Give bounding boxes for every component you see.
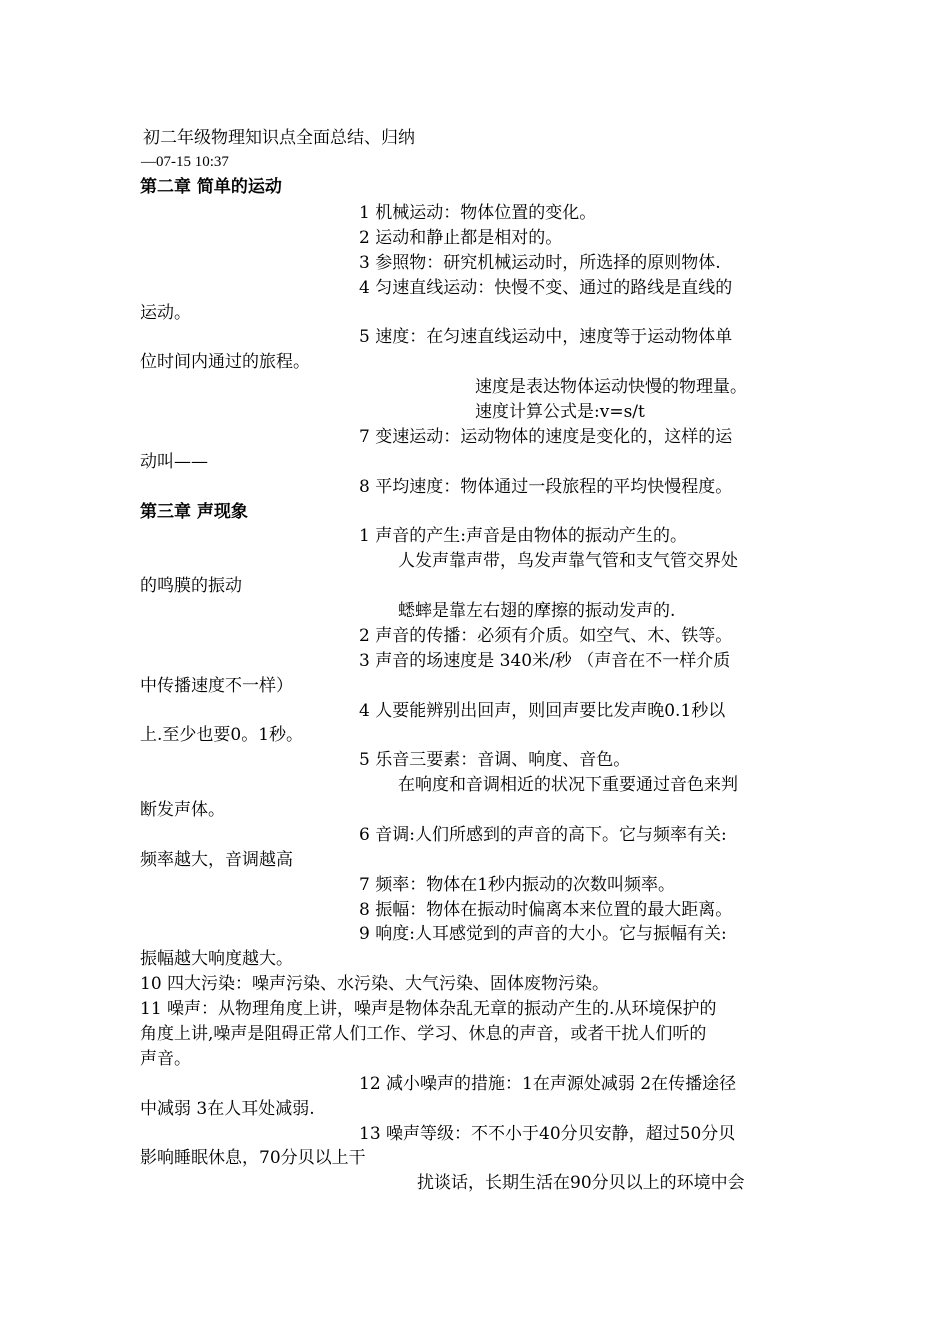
- paragraph-line: 中传播速度不一样）: [140, 676, 293, 696]
- paragraph-line: 频率越大，音调越高: [140, 850, 293, 870]
- paragraph-line: 3 参照物：研究机械运动时，所选择的原则物体.: [359, 253, 721, 273]
- paragraph-line: 4 人要能辨别出回声，则回声要比发声晚0.1秒以: [359, 701, 726, 721]
- paragraph-line: 2 运动和静止都是相对的。: [359, 228, 563, 248]
- paragraph-line: 10 四大污染：噪声污染、水污染、大气污染、固体废物污染。: [140, 974, 610, 994]
- paragraph-line: 12 减小噪声的措施：1在声源处减弱 2在传播途径: [359, 1074, 737, 1094]
- paragraph-line: 影响睡眠休息，70分贝以上干: [140, 1148, 366, 1168]
- paragraph-line: 11 噪声：从物理角度上讲，噪声是物体杂乱无章的振动产生的.从环境保护的: [140, 999, 717, 1019]
- paragraph-line: 角度上讲,噪声是阻碍正常人们工作、学习、休息的声音，或者干扰人们听的: [140, 1024, 707, 1044]
- paragraph-line: 8 振幅：物体在振动时偏离本来位置的最大距离。: [359, 900, 733, 920]
- paragraph-line: 的鸣膜的振动: [140, 576, 242, 596]
- paragraph-line: 7 变速运动：运动物体的速度是变化的，这样的运: [359, 427, 733, 447]
- paragraph-line: 13 噪声等级：不不小于40分贝安静，超过50分贝: [359, 1124, 736, 1144]
- document-title: 初二年级物理知识点全面总结、归纳: [143, 128, 415, 148]
- paragraph-line: 9 响度:人耳感觉到的声音的大小。它与振幅有关:: [359, 924, 727, 944]
- paragraph-line: 速度是表达物体运动快慢的物理量。: [475, 377, 747, 397]
- paragraph-line: 声音。: [140, 1049, 191, 1069]
- paragraph-line: 2 声音的传播：必须有介质。如空气、木、铁等。: [359, 626, 733, 646]
- paragraph-line: 动叫——: [140, 452, 208, 472]
- paragraph-line: 断发声体。: [140, 800, 225, 820]
- paragraph-line: 运动。: [140, 303, 191, 323]
- paragraph-line: 1 机械运动：物体位置的变化。: [359, 203, 597, 223]
- paragraph-line: 7 频率：物体在1秒内振动的次数叫频率。: [359, 875, 676, 895]
- paragraph-line: 速度计算公式是:v=s/t: [475, 402, 645, 422]
- paragraph-line: 3 声音的场速度是 340米/秒 （声音在不一样介质: [359, 651, 731, 671]
- paragraph-line: 5 乐音三要素：音调、响度、音色。: [359, 750, 631, 770]
- paragraph-line: 8 平均速度：物体通过一段旅程的平均快慢程度。: [359, 477, 733, 497]
- paragraph-line: 6 音调:人们所感到的声音的高下。它与频率有关:: [359, 825, 727, 845]
- paragraph-line: 中减弱 3在人耳处减弱.: [140, 1099, 315, 1119]
- paragraph-line: 1 声音的产生:声音是由物体的振动产生的。: [359, 526, 687, 546]
- chapter-3-heading: 第三章 声现象: [140, 502, 248, 522]
- paragraph-line: 振幅越大响度越大。: [140, 949, 293, 969]
- paragraph-line: 上.至少也要0。1秒。: [140, 725, 304, 745]
- paragraph-line: 位时间内通过的旅程。: [140, 352, 310, 372]
- paragraph-line: 5 速度：在匀速直线运动中，速度等于运动物体单: [359, 327, 733, 347]
- chapter-2-heading: 第二章 简单的运动: [140, 177, 282, 197]
- paragraph-line: 在响度和音调相近的状况下重要通过音色来判: [398, 775, 738, 795]
- paragraph-line: 扰谈话，长期生活在90分贝以上的环境中会: [417, 1173, 745, 1193]
- paragraph-line: 4 匀速直线运动：快慢不变、通过的路线是直线的: [359, 278, 733, 298]
- paragraph-line: 蟋蟀是靠左右翅的摩擦的振动发声的.: [398, 601, 676, 621]
- paragraph-line: 人发声靠声带，鸟发声靠气管和支气管交界处: [398, 551, 738, 571]
- document-date: —07-15 10:37: [141, 154, 229, 170]
